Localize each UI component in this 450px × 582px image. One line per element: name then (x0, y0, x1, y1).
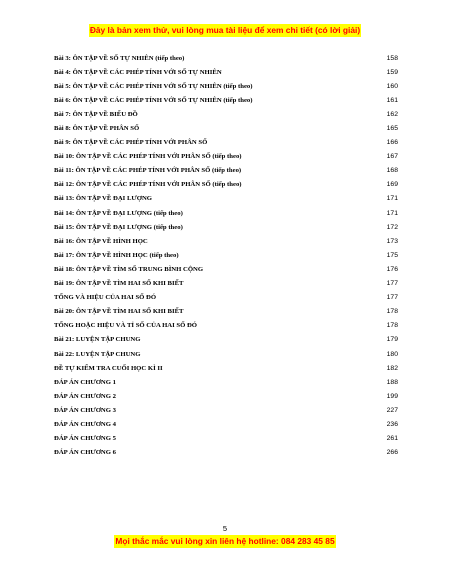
toc-entry-page: 182 (386, 364, 398, 372)
toc-entry-title (54, 210, 183, 217)
toc-entry-page: 178 (386, 322, 398, 330)
toc-row[interactable] (54, 234, 398, 248)
toc-entry-title (54, 167, 241, 174)
toc-row[interactable] (54, 446, 398, 460)
toc-entry-title-text: Bài 6: ÔN TẬP VỀ CÁC PHÉP TÍNH VỚI SỐ TỰ NHIÊN (54, 96, 222, 104)
toc-entry-title (54, 111, 138, 118)
toc-entry-title (54, 379, 116, 386)
toc-entry-title (54, 97, 253, 104)
toc-entry-title (54, 322, 197, 329)
toc-row[interactable] (54, 277, 398, 291)
toc-row[interactable] (54, 136, 398, 150)
toc-entry-note: (tiếp theo) (149, 251, 179, 259)
toc-entry-title-text: Bài 21: LUYỆN TẬP CHUNG (54, 336, 141, 344)
toc-entry-title (54, 153, 242, 160)
toc-entry-title-text: Bài 20: ÔN TẬP VỀ TÌM HAI SỐ KHI BIẾT (54, 308, 184, 316)
toc-entry-title (54, 393, 116, 400)
toc-row[interactable] (54, 79, 398, 93)
toc-entry-title-text: ĐÁP ÁN CHƯƠNG 5 (54, 435, 116, 443)
preview-banner-text: Đây là bản xem thử, vui lòng mua tài liệu để xem chi tiết (có lời giải) (89, 25, 361, 35)
toc-entry-page: 177 (386, 294, 398, 302)
toc-row[interactable] (54, 107, 398, 121)
toc-entry-title-text: Bài 11: ÔN TẬP VỀ CÁC PHÉP TÍNH VỚI PHÂN SỐ (54, 167, 211, 175)
toc-entry-title (54, 336, 140, 343)
toc-row[interactable] (54, 403, 398, 417)
toc-entry-title (54, 83, 253, 90)
toc-entry-title (54, 407, 116, 414)
toc-entry-page: 161 (386, 96, 398, 104)
toc-row[interactable] (54, 389, 398, 403)
toc-entry-title (54, 139, 207, 146)
toc-entry-title-text: Bài 14: ÔN TẬP VỀ ĐẠI LƯỢNG (54, 209, 152, 217)
toc-entry-note: (tiếp theo) (155, 54, 185, 62)
toc-entry-page: 172 (386, 223, 398, 231)
toc-entry-title (54, 195, 152, 202)
hotline-text: Mọi thắc mắc vui lòng xin liên hệ hotline: 084 283 45 85 (115, 536, 335, 546)
toc-entry-title-text: ĐÁP ÁN CHƯƠNG 1 (54, 378, 116, 386)
toc-entry-page: 261 (386, 435, 398, 443)
toc-entry-note: (tiếp theo) (223, 82, 253, 90)
toc-entry-title (54, 294, 156, 301)
toc-entry-page: 266 (386, 449, 398, 457)
toc-entry-title-text: Bài 3: ÔN TẬP VỀ SỐ TỰ NHIÊN (54, 54, 154, 62)
toc-row[interactable] (54, 375, 398, 389)
toc-row[interactable] (54, 164, 398, 178)
toc-entry-title (54, 308, 184, 315)
toc-entry-title-text: ĐÁP ÁN CHƯƠNG 6 (54, 449, 116, 457)
toc-entry-title-text: ĐÁP ÁN CHƯƠNG 4 (54, 420, 116, 428)
toc-entry-title-text: Bài 18: ÔN TẬP VỀ TÌM SỐ TRUNG BÌNH CỘNG (54, 265, 204, 273)
toc-entry-note: (tiếp theo) (153, 223, 183, 231)
hotline-footer (0, 535, 450, 548)
toc-entry-page: 165 (386, 125, 398, 133)
toc-entry-title (54, 55, 184, 62)
toc-row[interactable] (54, 291, 398, 305)
toc-row[interactable] (54, 65, 398, 79)
toc-entry-page: 173 (386, 237, 398, 245)
toc-entry-title (54, 69, 222, 76)
toc-entry-note: (tiếp theo) (223, 96, 253, 104)
toc-entry-title-text: Bài 12: ÔN TẬP VỀ CÁC PHÉP TÍNH VỚI PHÂN SỐ (54, 181, 211, 189)
toc-entry-page: 178 (386, 308, 398, 316)
toc-entry-note: (tiếp theo) (212, 153, 242, 161)
toc-row[interactable] (54, 347, 398, 361)
toc-entry-title-text: Bài 13: ÔN TẬP VỀ ĐẠI LƯỢNG (54, 195, 152, 203)
preview-banner (0, 24, 450, 37)
toc-entry-title-text: Bài 19: ÔN TẬP VỀ TÌM HAI SỐ KHI BIẾT (54, 280, 184, 288)
toc-row[interactable] (54, 417, 398, 431)
toc-row[interactable] (54, 150, 398, 164)
toc-entry-title (54, 252, 179, 259)
toc-entry-title-text: Bài 10: ÔN TẬP VỀ CÁC PHÉP TÍNH VỚI PHÂN SỐ (54, 153, 211, 161)
toc-entry-title-text: TỔNG HOẶC HIỆU VÀ TỈ SỐ CỦA HAI SỐ ĐÓ (54, 322, 198, 330)
toc-entry-page: 175 (386, 251, 398, 259)
toc-entry-title-text: Bài 16: ÔN TẬP VỀ HÌNH HỌC (54, 237, 148, 245)
toc-entry-page: 166 (386, 139, 398, 147)
toc-entry-title (54, 280, 184, 287)
toc-entry-title-text: ĐÁP ÁN CHƯƠNG 3 (54, 406, 116, 414)
toc-entry-title-text: Bài 15: ÔN TẬP VỀ ĐẠI LƯỢNG (54, 223, 152, 231)
toc-entry-title (54, 351, 140, 358)
toc-entry-title-text: TỔNG VÀ HIỆU CỦA HAI SỐ ĐÓ (54, 294, 157, 302)
toc-entry-title-text: Bài 17: ÔN TẬP VỀ HÌNH HỌC (54, 251, 148, 259)
toc-entry-page: 158 (386, 54, 398, 62)
toc-entry-title (54, 224, 183, 231)
toc-entry-title-text: Bài 22: LUYỆN TẬP CHUNG (54, 350, 141, 358)
toc-row[interactable] (54, 333, 398, 347)
toc-entry-page: 171 (386, 209, 398, 217)
toc-entry-note: (tiếp theo) (212, 167, 242, 175)
toc-entry-page: 188 (386, 378, 398, 386)
toc-row[interactable] (54, 51, 398, 65)
toc-entry-page: 167 (386, 153, 398, 161)
toc-entry-title-text: Bài 7: ÔN TẬP VỀ BIỂU ĐỒ (54, 110, 138, 118)
toc-row[interactable] (54, 178, 398, 192)
toc-entry-page: 171 (386, 195, 398, 203)
toc-entry-title-text: ĐỀ TỰ KIỂM TRA CUỐI HỌC KÌ II (54, 364, 163, 372)
toc-entry-title-text: Bài 9: ÔN TẬP VỀ CÁC PHÉP TÍNH VỚI PHÂN SỐ (54, 139, 208, 147)
toc-entry-page: 227 (386, 406, 398, 414)
toc-entry-note: (tiếp theo) (212, 181, 242, 189)
toc-entry-title-text: Bài 4: ÔN TẬP VỀ CÁC PHÉP TÍNH VỚI SỐ TỰ NHIÊN (54, 68, 222, 76)
toc-entry-page: 179 (386, 336, 398, 344)
toc-entry-title (54, 449, 116, 456)
toc-entry-page: 177 (386, 280, 398, 288)
table-of-contents (54, 51, 398, 460)
toc-row[interactable] (54, 220, 398, 234)
toc-row[interactable] (54, 262, 398, 276)
toc-row[interactable] (54, 361, 398, 375)
page-number: 5 (222, 524, 228, 533)
toc-row[interactable] (54, 319, 398, 333)
toc-entry-page: 180 (386, 350, 398, 358)
toc-entry-page: 236 (386, 420, 398, 428)
toc-entry-page: 160 (386, 82, 398, 90)
toc-entry-page: 168 (386, 167, 398, 175)
toc-entry-title (54, 238, 148, 245)
toc-entry-title-text: Bài 8: ÔN TẬP VỀ PHÂN SỐ (54, 125, 140, 133)
toc-entry-page: 162 (386, 110, 398, 118)
toc-row[interactable] (54, 432, 398, 446)
toc-row[interactable] (54, 248, 398, 262)
toc-entry-note: (tiếp theo) (153, 209, 183, 217)
toc-entry-title (54, 181, 242, 188)
toc-row[interactable] (54, 206, 398, 220)
toc-entry-title (54, 421, 116, 428)
toc-entry-title (54, 125, 139, 132)
toc-row[interactable] (54, 93, 398, 107)
toc-entry-title (54, 365, 163, 372)
toc-entry-page: 169 (386, 181, 398, 189)
toc-row[interactable] (54, 305, 398, 319)
toc-entry-page: 159 (386, 68, 398, 76)
toc-row[interactable] (54, 121, 398, 135)
toc-entry-page: 176 (386, 265, 398, 273)
toc-entry-title-text: ĐÁP ÁN CHƯƠNG 2 (54, 392, 116, 400)
toc-entry-title (54, 266, 203, 273)
toc-entry-title (54, 435, 116, 442)
toc-entry-title-text: Bài 5: ÔN TẬP VỀ CÁC PHÉP TÍNH VỚI SỐ TỰ NHIÊN (54, 82, 222, 90)
toc-entry-page: 199 (386, 392, 398, 400)
toc-row[interactable] (54, 192, 398, 206)
